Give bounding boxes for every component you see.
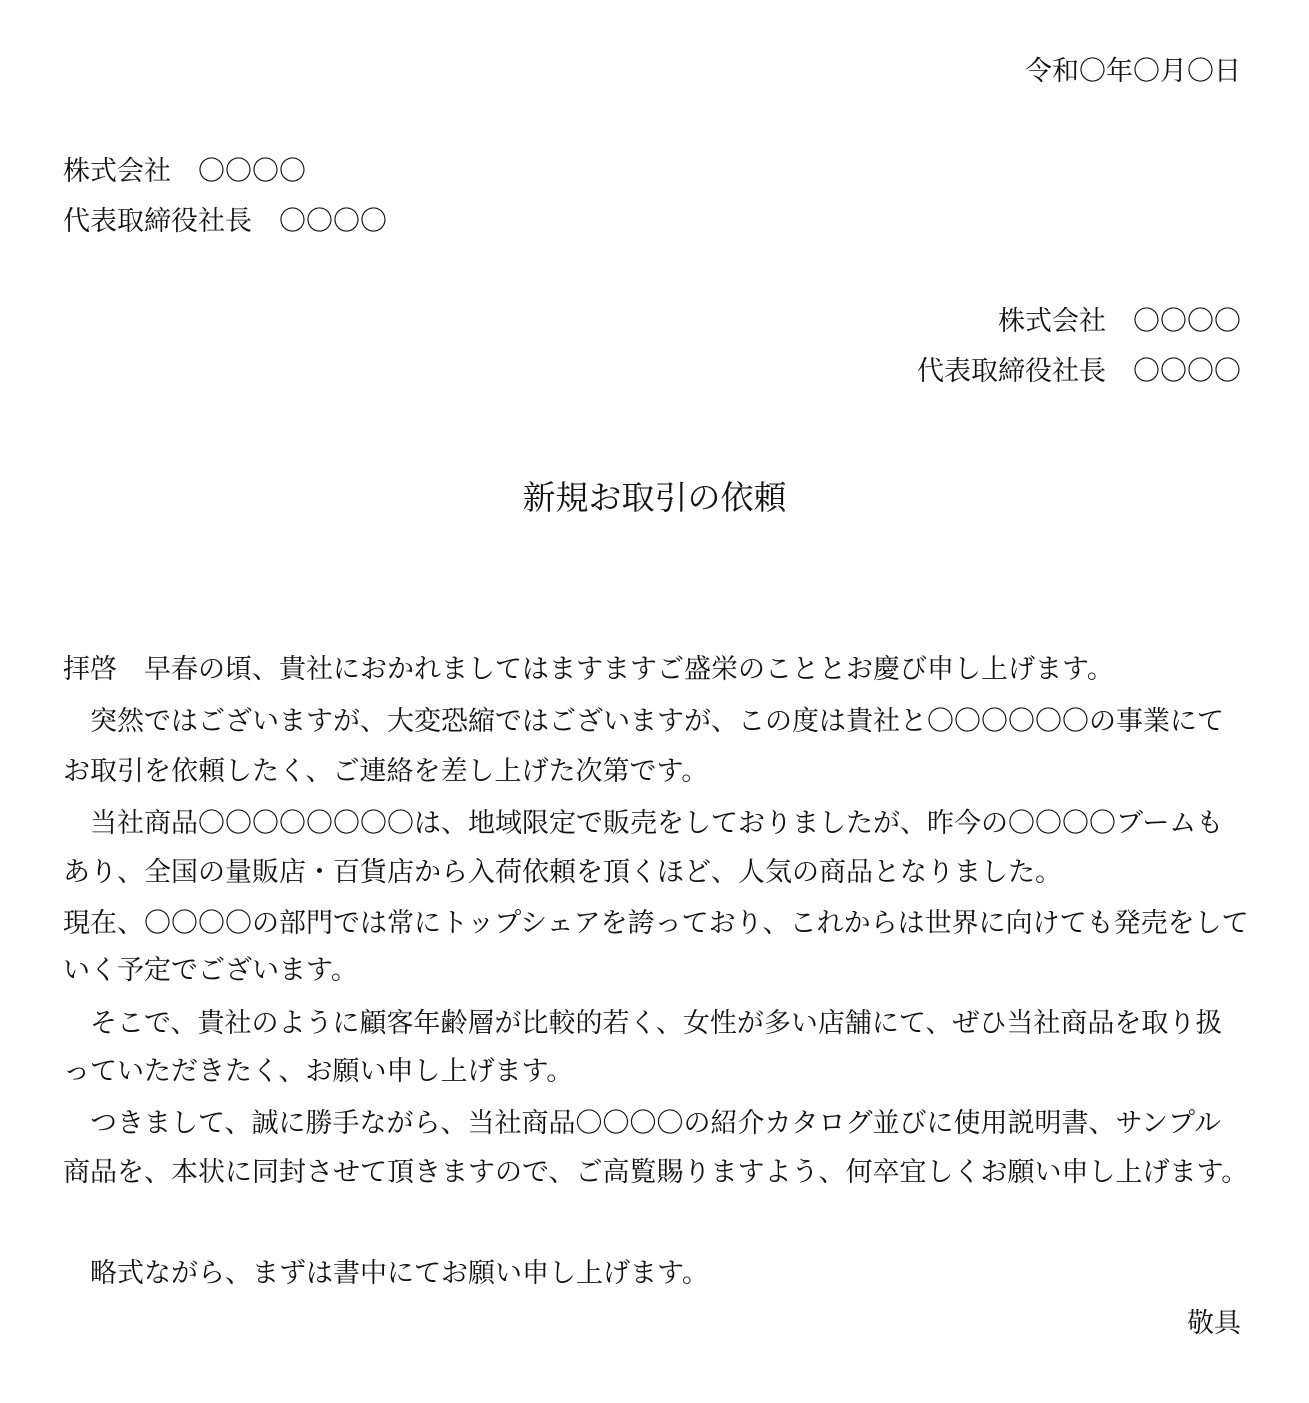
body-line: 当社商品〇〇〇〇〇〇〇〇は、地域限定で販売をしておりましたが、昨今の〇〇〇〇ブームも xyxy=(63,808,1224,839)
closing-sentence: 略式ながら、まずは書中にてお願い申し上げます。 xyxy=(63,1258,709,1289)
recipient-company: 株式会社 〇〇〇〇 xyxy=(63,156,306,187)
body-line: っていただきたく、お願い申し上げます。 xyxy=(63,1056,574,1087)
closing-keigu: 敬具 xyxy=(1187,1308,1241,1339)
body-line: つきまして、誠に勝手ながら、当社商品〇〇〇〇の紹介カタログ並びに使用説明書、サンプル xyxy=(63,1108,1222,1139)
letter-title: 新規お取引の依頼 xyxy=(522,478,787,517)
body-line: 突然ではございますが、大変恐縮ではございますが、この度は貴社と〇〇〇〇〇〇の事業にて xyxy=(63,706,1224,737)
body-line: 拝啓 早春の頃、貴社におかれましてはますますご盛栄のこととお慶び申し上げます。 xyxy=(63,654,1114,685)
recipient-president: 代表取締役社長 〇〇〇〇 xyxy=(63,206,387,237)
body-line: いく予定でございます。 xyxy=(63,955,358,986)
body-line: そこで、貴社のように顧客年齢層が比較的若く、女性が多い店舗にて、ぜひ当社商品を取り扱 xyxy=(63,1008,1223,1039)
sender-company: 株式会社 〇〇〇〇 xyxy=(998,306,1241,337)
body-line: 商品を、本状に同封させて頂きますので、ご高覧賜りますよう、何卒宜しくお願い申し上げます。 xyxy=(63,1157,1249,1188)
body-line: お取引を依頼したく、ご連絡を差し上げた次第です。 xyxy=(63,756,709,787)
body-line: あり、全国の量販店・百貨店から入荷依頼を頂くほど、人気の商品となりました。 xyxy=(63,857,1062,888)
sender-president: 代表取締役社長 〇〇〇〇 xyxy=(917,356,1241,387)
body-line: 現在、〇〇〇〇の部門では常にトップシェアを誇っており、これからは世界に向けても発売をして xyxy=(63,908,1249,939)
letter-date: 令和〇年〇月〇日 xyxy=(1025,56,1241,87)
